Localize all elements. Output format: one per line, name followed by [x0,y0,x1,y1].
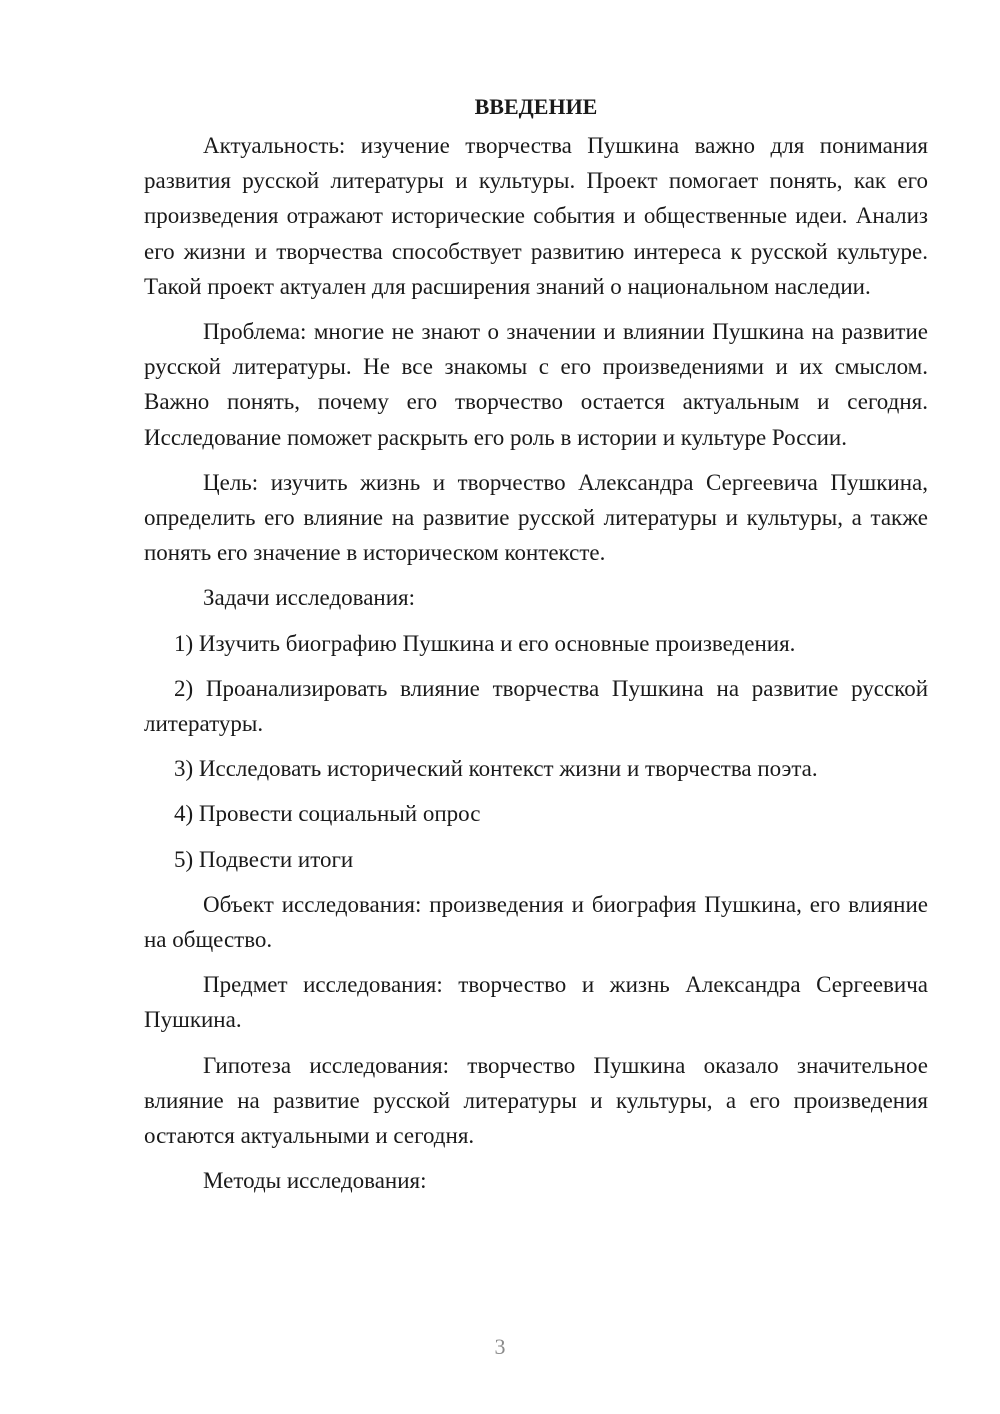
task-item: 2) Проанализировать влияние творчества Пушкина на развитие русской литературы. [144,675,928,737]
object-paragraph: Объект исследования: произведения и биография Пушкина, его влияние на общество. [144,891,928,953]
subject-paragraph: Предмет исследования: творчество и жизнь Александра Сергеевича Пушкина. [144,972,928,1033]
task-item: 3) Исследовать исторический контекст жизни и творчества поэта. [174,756,818,782]
task-item: 4) Провести социальный опрос [174,801,481,827]
page-content [144,92,928,1208]
task-item: 1) Изучить биографию Пушкина и его основные произведения. [174,630,796,656]
relevance-paragraph: Актуальность: изучение творчества Пушкина важно для понимания развития русской литературы и культуры. Проект помогает понять, как его произведения отражают исторические события и общественные идеи. Анализ его жизни и творчества способствует развитию интереса к русской культуре. Такой проект актуален для расширения знаний о национальном наследии. [144,133,928,299]
problem-paragraph: Проблема: многие не знают о значении и влиянии Пушкина на развитие русской литературы. Не все знакомы с его произведениями и их смыслом. Важно понять, почему его творчество остается актуальным и сегодня. Исследование поможет раскрыть его роль в истории и культуре России. [144,319,928,450]
section-heading: ВВЕДЕНИЕ [474,94,598,119]
goal-paragraph: Цель: изучить жизнь и творчество Александра Сергеевича Пушкина, определить его влияние на развитие русской литературы и культуры, а также понять его значение в историческом контексте. [144,469,928,566]
page-number: 3 [494,1334,506,1359]
task-item: 5) Подвести итоги [174,846,354,872]
methods-heading: Методы исследования: [203,1168,427,1194]
tasks-heading: Задачи исследования: [203,585,416,611]
hypothesis-paragraph: Гипотеза исследования: творчество Пушкина оказало значительное влияние на развитие русской литературы и культуры, а его произведения остаются актуальными и сегодня. [144,1052,928,1149]
